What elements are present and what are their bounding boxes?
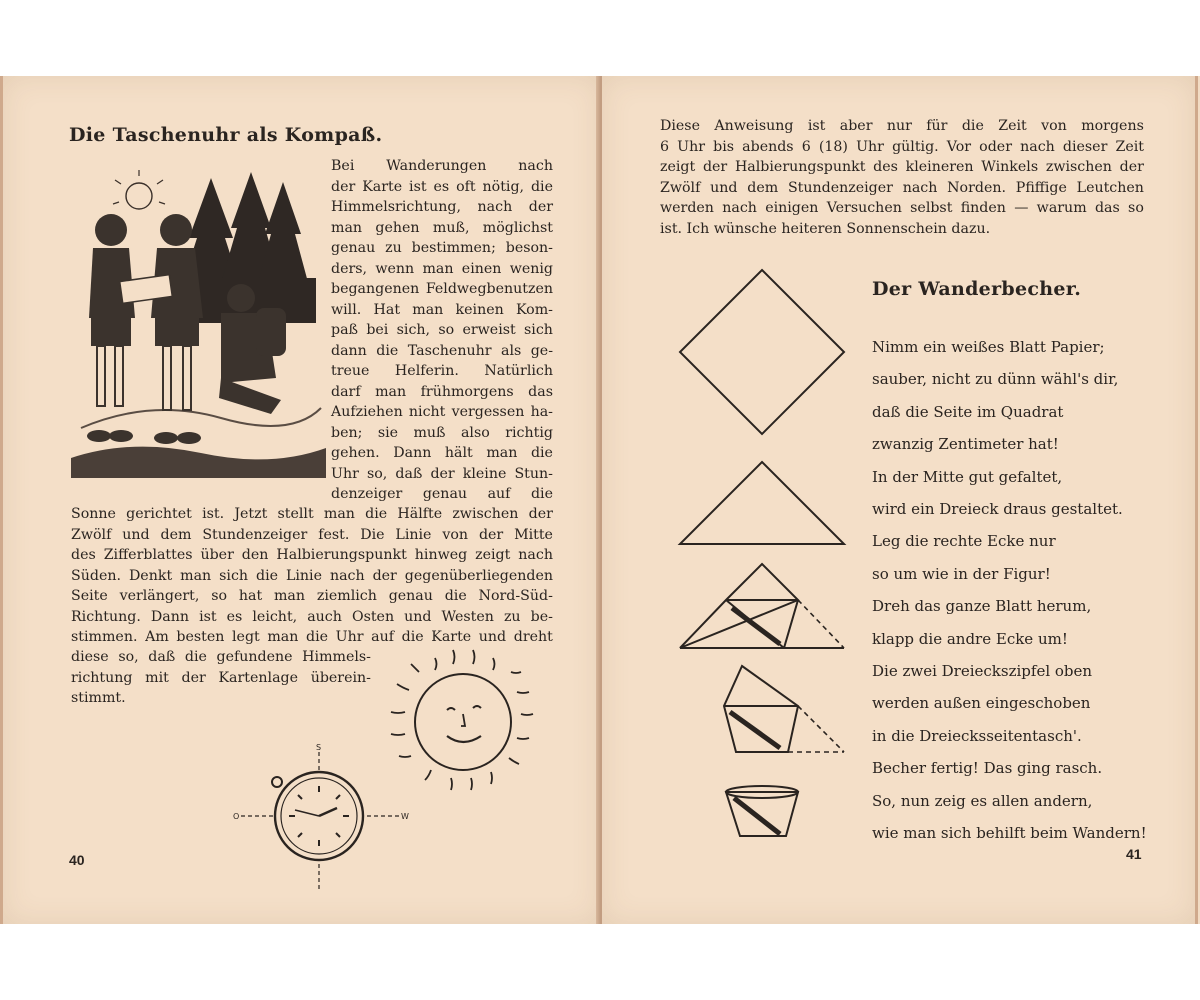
poem-line: Leg die rechte Ecke nur: [872, 532, 1056, 551]
text-line: zeigt der Halbierungspunkt des kleineren Winkels zwischen der: [660, 159, 1144, 175]
text-line: gehen. Dann hält man die: [331, 445, 553, 461]
text-line: man gehen muß, möglichst: [331, 219, 553, 236]
text-line: Himmelsrichtung, nach der: [331, 199, 553, 215]
poem-line: Becher fertig! Das ging rasch.: [872, 759, 1103, 778]
poem-line: sauber, nicht zu dünn wähl's dir,: [872, 370, 1119, 389]
text-line: Sonne gerichtet ist. Jetzt stellt man die Hälfte zwischen der: [71, 506, 553, 522]
text-line: genau zu bestimmen; beson-: [331, 240, 553, 256]
poem-line: Dreh das ganze Blatt herum,: [872, 597, 1092, 616]
fold-step-square: [680, 270, 844, 434]
compass-south-letter: S: [316, 743, 322, 752]
text-line: werden nach einigen Versuchen selbst finden — warum das so: [660, 200, 1144, 216]
poem-line: so um wie in der Figur!: [872, 564, 1051, 583]
text-line: ist. Ich wünsche heiteren Sonnenschein dazu.: [660, 220, 991, 237]
poem-line: wie man sich behilft beim Wandern!: [872, 824, 1147, 842]
poem-line: In der Mitte gut gefaltet,: [872, 467, 1063, 486]
text-line: Diese Anweisung ist aber nur für die Zeit von morgens: [660, 118, 1144, 134]
text-line: Süden. Denkt man sich die Linie nach der gegenüberliegenden: [71, 567, 553, 584]
page-number-right: 41: [1126, 846, 1142, 862]
text-line: 6 Uhr bis abends 6 (18) Uhr gültig. Vor oder nach dieser Zeit: [660, 138, 1144, 155]
left-text-full-width: [71, 504, 553, 648]
hikers-illustration: [71, 168, 326, 478]
text-line: will. Hat man keinen Kom-: [331, 301, 553, 318]
left-text-beside-sun: [71, 647, 371, 709]
text-line: diese so, daß die gefundene Himmels-: [71, 649, 371, 665]
fold-step-cup-finished: [726, 786, 798, 836]
poem-line: in die Dreiecksseitentasch'.: [872, 726, 1082, 745]
right-page: [602, 76, 1198, 924]
text-line: darf man frühmorgens das: [331, 383, 553, 400]
text-line: Seite verlängert, so hat man ziemlich genau die Nord-Süd-: [71, 588, 553, 604]
left-text-beside-illustration: [331, 156, 553, 505]
fold-step-corner: [680, 564, 844, 648]
compass-west-letter: W: [401, 812, 409, 821]
page-number-left: 40: [69, 852, 85, 868]
text-line: des Zifferblattes über den Halbierungspunkt hinweg zeigt nach: [71, 547, 553, 563]
text-line: Uhr so, daß der kleine Stun-: [331, 465, 553, 482]
left-page-title: Die Taschenuhr als Kompaß.: [69, 124, 383, 146]
poem-line: Die zwei Dreieckszipfel oben: [872, 662, 1093, 680]
poem-title: Der Wanderbecher.: [872, 278, 1082, 300]
text-line: Bei Wanderungen nach: [331, 158, 553, 174]
text-line: Zwölf und dem Stundenzeiger nach Norden. Pfiffige Leutchen: [660, 179, 1144, 196]
text-line: ders, wenn man einen wenig: [331, 260, 553, 277]
text-line: stimmt.: [71, 690, 126, 706]
left-page: [0, 76, 600, 924]
right-intro-text: [660, 116, 1144, 239]
compass-east-letter: O: [233, 812, 240, 821]
text-line: denzeiger genau auf die: [331, 486, 553, 502]
pocket-watch-compass: [233, 742, 413, 902]
text-line: dann die Taschenuhr als ge-: [331, 342, 553, 359]
fold-step-triangle: [680, 462, 844, 544]
poem-line: Nimm ein weißes Blatt Papier;: [872, 338, 1105, 356]
text-line: begangenen Feldwegbenutzen: [331, 281, 553, 297]
text-line: richtung mit der Kartenlage überein-: [71, 669, 371, 686]
text-line: der Karte ist es oft nötig, die: [331, 178, 553, 195]
text-line: treue Helferin. Natürlich: [331, 363, 553, 379]
text-line: paß bei sich, so erweist sich: [331, 322, 553, 338]
cup-folding-diagrams: [672, 262, 852, 842]
text-line: Zwölf und dem Stundenzeiger fest. Die Linie von der Mitte: [71, 526, 553, 543]
poem-line: zwanzig Zentimeter hat!: [872, 435, 1059, 454]
poem-line: klapp die andre Ecke um!: [872, 629, 1068, 648]
book-spread: [0, 76, 1200, 924]
text-line: Aufziehen nicht vergessen ha-: [331, 404, 553, 420]
poem-line: daß die Seite im Quadrat: [872, 402, 1064, 421]
text-line: Richtung. Dann ist es leicht, auch Osten und Westen zu be-: [71, 608, 553, 625]
poem-line: werden außen eingeschoben: [872, 694, 1091, 713]
fold-step-cup-open: [724, 666, 844, 752]
text-line: ben; sie muß also richtig: [331, 424, 553, 441]
poem-line: So, nun zeig es allen andern,: [872, 791, 1093, 810]
text-line: stimmen. Am besten legt man die Uhr auf die Karte und dreht: [71, 629, 553, 645]
poem-line: wird ein Dreieck draus gestaltet.: [872, 500, 1123, 518]
